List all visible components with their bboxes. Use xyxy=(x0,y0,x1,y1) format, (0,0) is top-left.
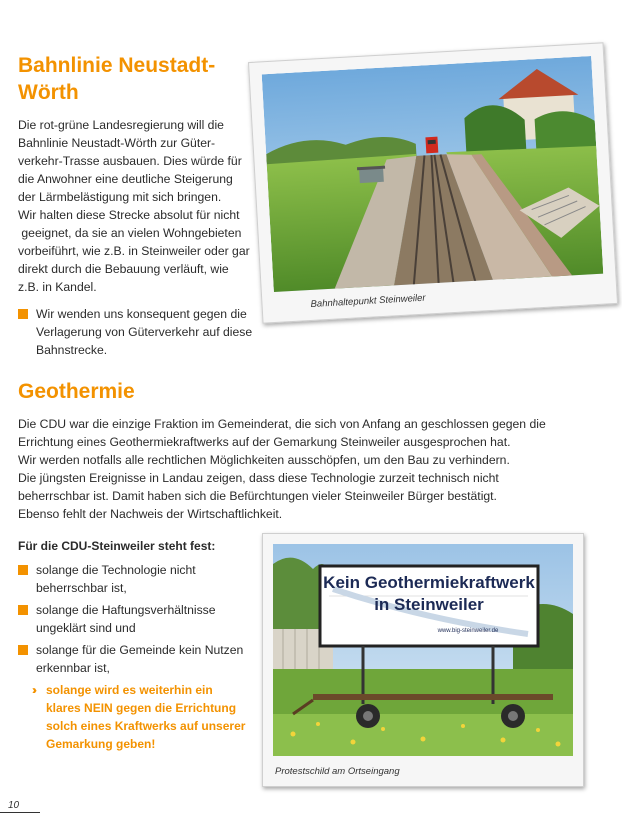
text-line: ungeklärt sind und xyxy=(36,621,136,635)
bullet-item xyxy=(18,561,258,597)
text-line: erkennbar ist, xyxy=(36,661,110,675)
text-line: geeignet, da sie an vielen Wohngebieten xyxy=(18,226,242,240)
text-line: solange wird es weiterhin ein xyxy=(46,683,213,697)
protest-sign-photo xyxy=(273,544,573,756)
bullet-item xyxy=(18,641,258,677)
heading-bahnlinie: Bahnlinie Neustadt-Wörth xyxy=(18,54,216,104)
bahnlinie-bullet xyxy=(18,305,268,363)
text-line: solange die Haftungsverhältnisse xyxy=(36,603,216,617)
text-line: Gemarkung geben! xyxy=(46,737,156,751)
text-line: verkehr-Trasse ausbauen. Dies würde für xyxy=(18,154,242,168)
fest-heading: Für die CDU-Steinweiler steht fest: xyxy=(18,539,216,553)
text-line: Die rot-grüne Landesregierung will die xyxy=(18,118,224,132)
text-line: Bahnstrecke. xyxy=(36,343,108,357)
photo-protestschild xyxy=(262,533,584,787)
text-line: Wir halten diese Strecke absolut für nicht xyxy=(18,208,240,222)
page-number: 10 xyxy=(8,800,20,811)
square-bullet-icon xyxy=(18,605,28,615)
heading-geothermie: Geothermie xyxy=(18,380,135,403)
text-line: direkt durch die Bebauung verläuft, wie xyxy=(18,262,229,276)
bullet-item xyxy=(18,305,268,359)
photo-bahnhaltepunkt xyxy=(248,42,618,323)
text-line: Wir wenden uns konsequent gegen die xyxy=(36,307,247,321)
text-line: Bahnlinie Neustadt-Wörth zur Güter- xyxy=(18,136,216,150)
text-line: Die jüngsten Ereignisse in Landau zeigen, dass diese Technologie zurzeit technisch nicht xyxy=(18,471,499,485)
conclusion xyxy=(18,681,258,753)
text-line: solch eines Kraftwerks auf unserer xyxy=(46,719,246,733)
railway-photo xyxy=(262,56,604,292)
text-line: der Lärmbelästigung mit sich bringen. xyxy=(18,190,222,204)
text-line: Verlagerung von Güterverkehr auf diese xyxy=(36,325,253,339)
text-line: solange für die Gemeinde kein Nutzen xyxy=(36,643,244,657)
text-line: beherrschbar ist, xyxy=(36,581,127,595)
text-line: beherrschbar ist. Damit haben sich die Befürchtungen vieler Steinweiler Bürger bestätigt. xyxy=(18,489,497,503)
text-line: die Anwohner eine deutliche Steigerung xyxy=(18,172,233,186)
fest-list xyxy=(18,561,258,753)
text-line: Ebenso fehlt der Nachweis der Wirtschaftlichkeit. xyxy=(18,507,283,521)
geothermie-paragraph xyxy=(18,415,610,523)
text-line: Die CDU war die einzige Fraktion im Gemeinderat, die sich von Anfang an geschlossen gegen die xyxy=(18,417,546,431)
text-line: solange die Technologie nicht xyxy=(36,563,196,577)
photo-caption: Bahnhaltepunkt Steinweiler xyxy=(310,292,426,311)
double-chevron-right-icon: ›› xyxy=(32,683,34,697)
square-bullet-icon xyxy=(18,565,28,575)
text-line: klares NEIN gegen die Errichtung xyxy=(46,701,237,715)
bahnlinie-paragraph xyxy=(18,116,263,296)
sign-url: www.big-steinweiler.de xyxy=(437,628,499,634)
text-line: Errichtung eines Geothermiekraftwerks auf der Gemarkung Steinweiler ausgesprochen hat. xyxy=(18,435,511,449)
square-bullet-icon xyxy=(18,645,28,655)
sign-line1: Kein Geothermiekraftwerk xyxy=(323,573,535,592)
text-line: vorbeiführt, wie z.B. in Steinweiler oder gar xyxy=(18,244,250,258)
text-line: Wir werden notfalls alle rechtlichen Möglichkeiten ausschöpfen, um den Bau zu verhindern. xyxy=(18,453,510,467)
photo-caption: Protestschild am Ortseingang xyxy=(275,766,400,777)
square-bullet-icon xyxy=(18,309,28,319)
page-divider xyxy=(0,812,40,813)
text-line: z.B. in Kandel. xyxy=(18,280,97,294)
bullet-item xyxy=(18,601,258,637)
sign-line2: in Steinweiler xyxy=(374,595,484,614)
